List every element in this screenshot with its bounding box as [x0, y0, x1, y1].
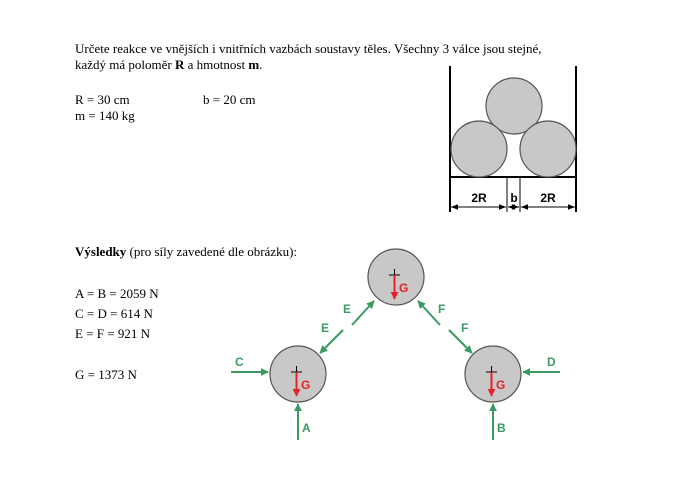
dimension-label-right: 2R — [540, 191, 556, 205]
given-radius: R = 30 cm — [75, 92, 130, 107]
force-arrow-f-top — [418, 301, 440, 325]
force-label-e-left: E — [321, 321, 330, 335]
mass-symbol: m — [248, 57, 260, 72]
dimension-label-left: 2R — [471, 191, 487, 205]
radius-symbol: R — [175, 57, 185, 72]
result-ef: E = F = 921 N — [75, 326, 150, 341]
force-label-f-top: F — [438, 302, 446, 316]
force-diagram — [231, 249, 560, 440]
problem-line-1: Určete reakce ve vnějších i vnitřních vazbách soustavy těles. Všechny 3 válce jsou stejné, — [75, 41, 542, 56]
problem-line-2-pre: každý má poloměr — [75, 57, 175, 72]
gravity-label-left: G — [301, 378, 311, 392]
gravity-label-right: G — [496, 378, 506, 392]
problem-line-2-end: . — [259, 57, 263, 72]
dimension-label-mid: b — [510, 191, 518, 205]
fbd-cylinder-top — [368, 249, 424, 305]
result-ab: A = B = 2059 N — [75, 286, 159, 301]
fbd-cylinder-left — [270, 346, 326, 402]
force-arrow-e-top — [352, 301, 374, 325]
result-cd: C = D = 614 N — [75, 306, 153, 321]
cylinder-bottom-right — [520, 121, 576, 177]
results-heading-note: (pro síly zavedené dle obrázku): — [126, 244, 298, 259]
fbd-cylinder-right — [465, 346, 521, 402]
results-heading-title: Výsledky — [75, 244, 127, 259]
force-label-d: D — [547, 355, 556, 369]
gravity-label-top: G — [399, 281, 409, 295]
force-label-b: B — [497, 421, 506, 435]
given-gap: b = 20 cm — [203, 92, 256, 107]
container-figure — [449, 66, 577, 212]
cylinder-bottom-left — [451, 121, 507, 177]
force-label-f-right: F — [461, 321, 469, 335]
force-label-a: A — [302, 421, 311, 435]
force-label-c: C — [235, 355, 244, 369]
given-mass: m = 140 kg — [75, 108, 135, 123]
problem-line-2-mid: a hmotnost — [184, 57, 249, 72]
result-g: G = 1373 N — [75, 367, 137, 382]
force-label-e-top: E — [343, 302, 352, 316]
